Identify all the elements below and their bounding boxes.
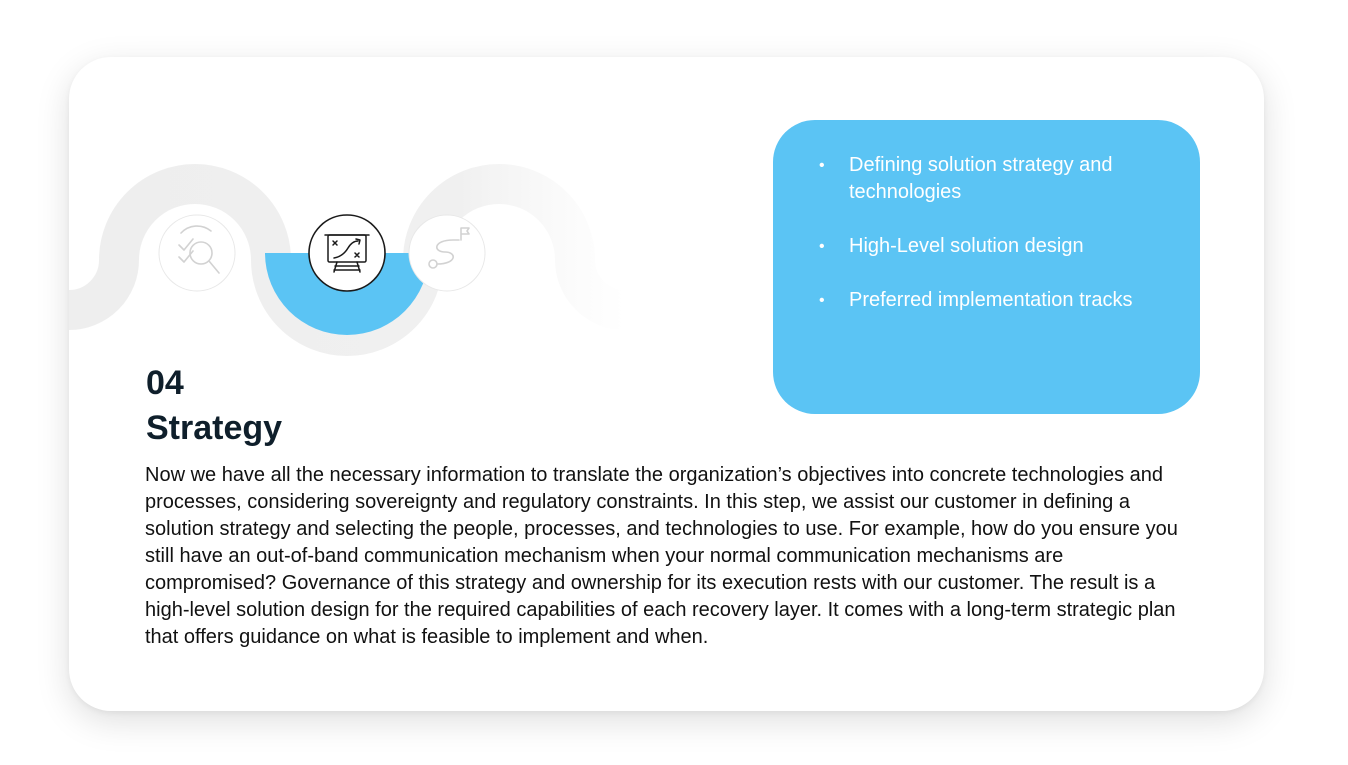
roadmap-path-flag-icon — [409, 215, 485, 291]
checklist-magnifier-icon — [159, 215, 235, 291]
highlight-item: • Preferred implementation tracks — [819, 287, 1179, 314]
highlights-panel — [773, 120, 1200, 414]
highlights-list — [819, 152, 1179, 341]
process-timeline — [69, 57, 669, 397]
strategy-presentation-board-icon — [309, 215, 385, 291]
step-title: Strategy — [146, 409, 283, 447]
step-description: Now we have all the necessary information to translate the organization’s objectives into concrete technologies and processes, considering sovereignty and regulatory constraints. In this step, we assist our customer in defining a solution strategy and selecting the people, processes, and technologies to use. For example, how do you ensure you still have an out-of-band communication mechanism when your normal communication mechanisms are compromised? Governance of this strategy and ownership for its execution rests with our customer. The result is a high-level solution design for the required capabilities of each recovery layer. It comes with a long-term strategic plan that offers guidance on what is feasible to implement and when. — [145, 464, 1178, 648]
highlight-item: • Defining solution strategy and technologies — [819, 152, 1179, 206]
step-card — [69, 57, 1264, 711]
highlight-item: • High-Level solution design — [819, 233, 1179, 260]
step-number: 04 — [146, 364, 184, 402]
